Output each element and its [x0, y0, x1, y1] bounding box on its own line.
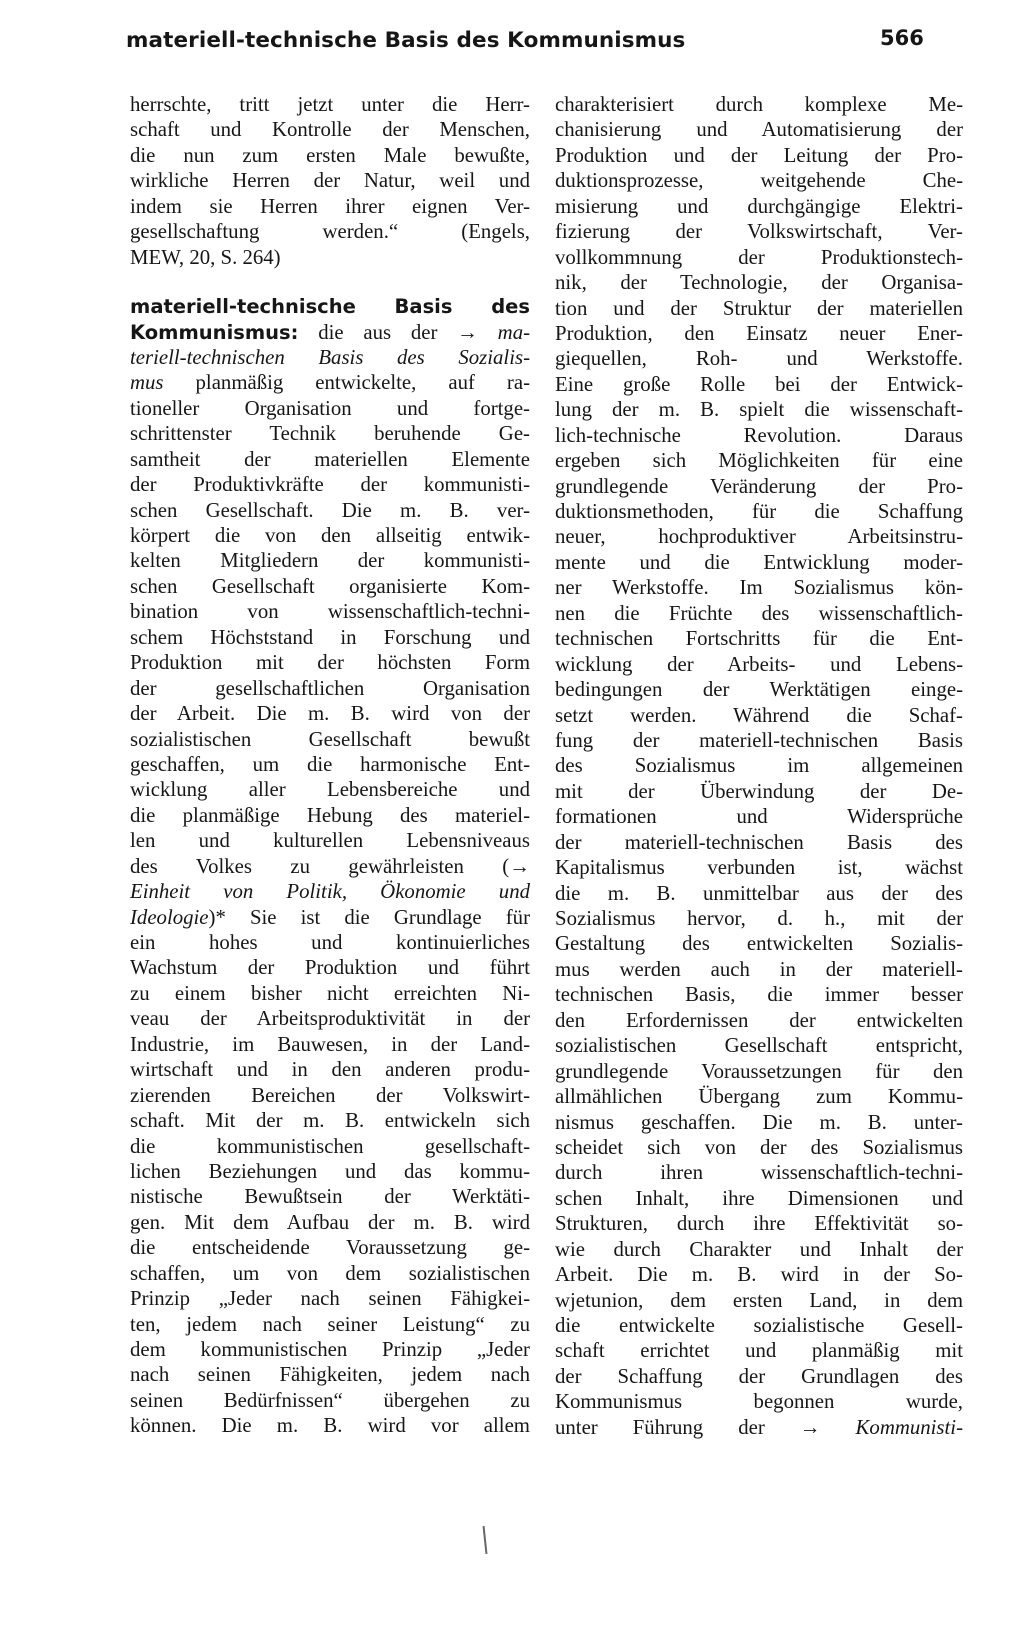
entry-text-line: die kommunistischen gesellschaft-	[130, 1134, 530, 1158]
page-number: 566	[880, 26, 924, 50]
entry-text-line: Produktion und der Leitung der Pro-	[555, 143, 963, 167]
entry-text-line: lichen Beziehungen und das kommu-	[130, 1159, 530, 1183]
entry-text-line: schem Höchststand in Forschung und	[130, 625, 530, 649]
entry-text-line: wicklung der Arbeits- und Lebens-	[555, 652, 963, 676]
entry-text-line: ten, jedem nach seiner Leistung“ zu	[130, 1312, 530, 1336]
entry-text-line: Sozialismus hervor, d. h., mit der	[555, 907, 963, 930]
entry-text-line: geschaffen, um die harmonische Ent-	[130, 752, 530, 776]
entry-text-line: ein hohes und kontinuierliches	[130, 931, 530, 954]
entry-text-line: können. Die m. B. wird vor allem	[130, 1414, 530, 1438]
cross-reference-link[interactable]: ma-	[497, 320, 531, 344]
entry-text-line: bination von wissenschaftlich-techni-	[130, 600, 530, 624]
entry-text-line: die m. B. unmittelbar aus der des	[555, 881, 963, 905]
entry-text-line: Eine große Rolle bei der Entwick-	[555, 372, 963, 396]
entry-text-line: wie durch Charakter und Inhalt der	[555, 1237, 963, 1261]
entry-text-line: des Sozialismus im allgemeinen	[555, 754, 963, 778]
cross-reference-arrow-icon: →	[457, 320, 478, 344]
entry-text-line: seinen Bedürfnissen“ übergehen zu	[130, 1388, 530, 1412]
entry-text-line: unter Führung der → Kommunisti-	[555, 1415, 964, 1439]
entry-text-line: grundlegende Veränderung der Pro-	[555, 474, 963, 498]
entry-text-line: der Arbeit. Die m. B. wird von der	[130, 702, 530, 726]
entry-text-line: gesellschaftung werden.“ (Engels,	[130, 220, 530, 244]
entry-text-line: bedingungen der Werktätigen einge-	[555, 678, 963, 702]
entry-text-line: sozialistischen Gesellschaft bewußt	[130, 727, 530, 751]
entry-headword: Kommunismus:	[130, 320, 299, 344]
entry-text-line: dem kommunistischen Prinzip „Jeder	[130, 1338, 530, 1361]
entry-text-line: Produktion, den Einsatz neuer Ener-	[555, 321, 963, 345]
entry-text-line: der Produktivkräfte der kommunisti-	[130, 473, 530, 497]
entry-text-line: Gestaltung des entwickelten Sozialis-	[555, 932, 963, 956]
entry-text-line: nistische Bewußtsein der Werktäti-	[130, 1185, 530, 1209]
entry-text-line: Strukturen, durch ihre Effektivität so-	[555, 1212, 963, 1236]
entry-text-line: den Erfordernissen der entwickelten	[555, 1008, 963, 1032]
entry-text-line: vollkommnung der Produktionstech-	[555, 245, 963, 269]
entry-text-line: tioneller Organisation und fortge-	[130, 396, 530, 420]
entry-text-line: Produktion mit der höchsten Form	[130, 651, 530, 675]
entry-text-line: schaft und Kontrolle der Menschen,	[130, 118, 530, 142]
entry-text-line: ner Werkstoffe. Im Sozialismus kön-	[555, 576, 963, 600]
entry-text-line: schen Gesellschaft organisierte Kom-	[130, 574, 530, 598]
cross-reference-link[interactable]: Ideologie	[130, 905, 209, 929]
entry-text-line: Wachstum der Produktion und führt	[130, 956, 530, 980]
entry-text-line: charakterisiert durch komplexe Me-	[555, 93, 963, 116]
entry-text-line: Arbeit. Die m. B. wird in der So-	[555, 1263, 963, 1287]
running-title: materiell-technische Basis des Kommunismus	[126, 28, 686, 53]
entry-text-line: samtheit der materiellen Elemente	[130, 447, 530, 471]
entry-headword-line: materiell-technische Basis des	[130, 295, 530, 319]
entry-body-text	[130, 396, 530, 854]
entry-text-line: lung der m. B. spielt die wissenschaft-	[555, 398, 963, 422]
entry-text-line: setzt werden. Während die Schaf-	[555, 703, 963, 727]
entry-text-line: die entwickelte sozialistische Gesell-	[555, 1314, 963, 1337]
entry-text-line: zierenden Bereichen der Volkswirt-	[130, 1083, 530, 1107]
entry-text-line: nen die Früchte des wissenschaftlich-	[555, 601, 963, 625]
entry-text-line: wicklung aller Lebensbereiche und	[130, 778, 530, 802]
entry-text-line: schrittenster Technik beruhende Ge-	[130, 422, 530, 446]
entry-text-line: neuer, hochproduktiver Arbeitsinstru-	[555, 525, 963, 549]
entry-text-line: Kapitalismus verbunden ist, wächst	[555, 856, 963, 880]
left-column	[130, 92, 530, 1439]
entry-text-line: chanisierung und Automatisierung der	[555, 118, 963, 142]
entry-text-line: schen Inhalt, ihre Dimensionen und	[555, 1186, 963, 1210]
cross-reference-link[interactable]: Kommunisti-	[855, 1415, 964, 1439]
entry-text-line: durch ihren wissenschaftlich-techni-	[555, 1161, 963, 1185]
entry-text-line: technischen Fortschritts für die Ent-	[555, 627, 963, 651]
entry-text-line: nismus geschaffen. Die m. B. unter-	[555, 1110, 963, 1134]
entry-text-line: herrschte, tritt jetzt unter die Herr-	[130, 93, 530, 116]
entry-text-line: mus planmäßig entwickelte, auf ra-	[130, 371, 530, 395]
entry-text-line: ergeben sich Möglichkeiten für eine	[555, 449, 963, 473]
entry-text-line: der gesellschaftlichen Organisation	[130, 676, 530, 700]
entry-body-text	[555, 92, 963, 1415]
entry-text-line: mus werden auch in der materiell-	[555, 957, 963, 981]
entry-text-line: indem sie Herren ihrer eignen Ver-	[130, 194, 530, 218]
entry-text-line: Kommunismus: die aus der → ma-	[130, 320, 531, 344]
entry-text-line: sozialistischen Gesellschaft entspricht,	[555, 1034, 963, 1058]
cross-reference-arrow-icon: →	[799, 1415, 821, 1439]
entry-text-line: len und kulturellen Lebensniveaus	[130, 829, 530, 853]
right-column	[555, 92, 963, 1440]
cross-reference-arrow-icon: →	[509, 854, 530, 878]
entry-text-line: wirtschaft und in den anderen produ-	[130, 1058, 530, 1082]
entry-body-text	[130, 930, 530, 1439]
entry-text-line: wjetunion, dem ersten Land, in dem	[555, 1288, 963, 1312]
entry-text-line: Prinzip „Jeder nach seinen Fähigkei-	[130, 1287, 530, 1311]
entry-text-line: schaft errichtet und planmäßig mit	[555, 1339, 963, 1363]
entry-text-line: nach seinen Fähigkeiten, jedem nach	[130, 1363, 530, 1387]
entry-text-line: misierung und durchgängige Elektri-	[555, 194, 963, 218]
entry-text-line: der Schaffung der Grundlagen des	[555, 1364, 963, 1388]
cross-reference-link[interactable]: mus	[130, 371, 164, 395]
entry-text-line: Kommunismus begonnen wurde,	[555, 1390, 963, 1414]
entry-text-line: der materiell-technischen Basis des	[555, 830, 963, 854]
entry-text-line: schen Gesellschaft. Die m. B. ver-	[130, 498, 530, 522]
entry-text-line: duktionsprozesse, weitgehende Che-	[555, 169, 963, 193]
entry-text-line: die planmäßige Hebung des materiel-	[130, 803, 530, 827]
entry-text-line: scheidet sich von der des Sozialismus	[555, 1135, 963, 1159]
entry-text-line: giequellen, Roh- und Werkstoffe.	[555, 347, 963, 371]
entry-text-line: duktionsmethoden, für die Schaffung	[555, 500, 963, 523]
cross-reference-link[interactable]: Einheit von Politik, Ökonomie und	[130, 880, 530, 904]
entry-text-line: kelten Mitgliedern der kommunisti-	[130, 549, 530, 573]
entry-text-line: grundlegende Voraussetzungen für den	[555, 1059, 963, 1083]
entry-text-line: die nun zum ersten Male bewußte,	[130, 143, 530, 167]
entry-text-line: mente und die Entwicklung moder-	[555, 550, 963, 574]
entry-text-line: Ideologie)* Sie ist die Grundlage für	[130, 905, 530, 929]
entry-text-line: schaffen, um von dem sozialistischen	[130, 1261, 530, 1285]
entry-text-line: Industrie, im Bauwesen, in der Land-	[130, 1032, 530, 1056]
entry-text-line: veau der Arbeitsproduktivität in der	[130, 1007, 530, 1031]
cross-reference-link[interactable]: teriell-technischen Basis des Sozialis-	[130, 345, 530, 369]
entry-text-line: MEW, 20, S. 264)	[130, 245, 281, 269]
entry-text-line: gen. Mit dem Aufbau der m. B. wird	[130, 1210, 530, 1234]
entry-text-line: des Volkes zu gewährleisten (→	[130, 854, 530, 878]
entry-text-line: die entscheidende Voraussetzung ge-	[130, 1236, 530, 1260]
entry-text-line: formationen und Widersprüche	[555, 805, 963, 829]
entry-text-line: lich-technische Revolution. Daraus	[555, 423, 963, 447]
entry-text-line: körpert die von den allseitig entwik-	[130, 524, 530, 547]
entry-text-line: schaft. Mit der m. B. entwickeln sich	[130, 1109, 530, 1133]
entry-text-line: zu einem bisher nicht erreichten Ni-	[130, 981, 530, 1005]
preceding-entry-text	[130, 92, 530, 270]
entry-text-line: wirkliche Herren der Natur, weil und	[130, 169, 530, 193]
entry-text-line: technischen Basis, die immer besser	[555, 983, 963, 1007]
entry-text-line: allmählichen Übergang zum Kommu-	[555, 1085, 963, 1109]
scan-artifact-mark	[483, 1526, 488, 1554]
entry-text-line: nik, der Technologie, der Organisa-	[555, 271, 963, 295]
entry-text-line: mit der Überwindung der De-	[555, 779, 963, 803]
entry-text-line: fung der materiell-technischen Basis	[555, 728, 963, 752]
entry-text-line: tion und der Struktur der materiellen	[555, 296, 963, 320]
entry-text-line: fizierung der Volkswirtschaft, Ver-	[555, 220, 963, 244]
